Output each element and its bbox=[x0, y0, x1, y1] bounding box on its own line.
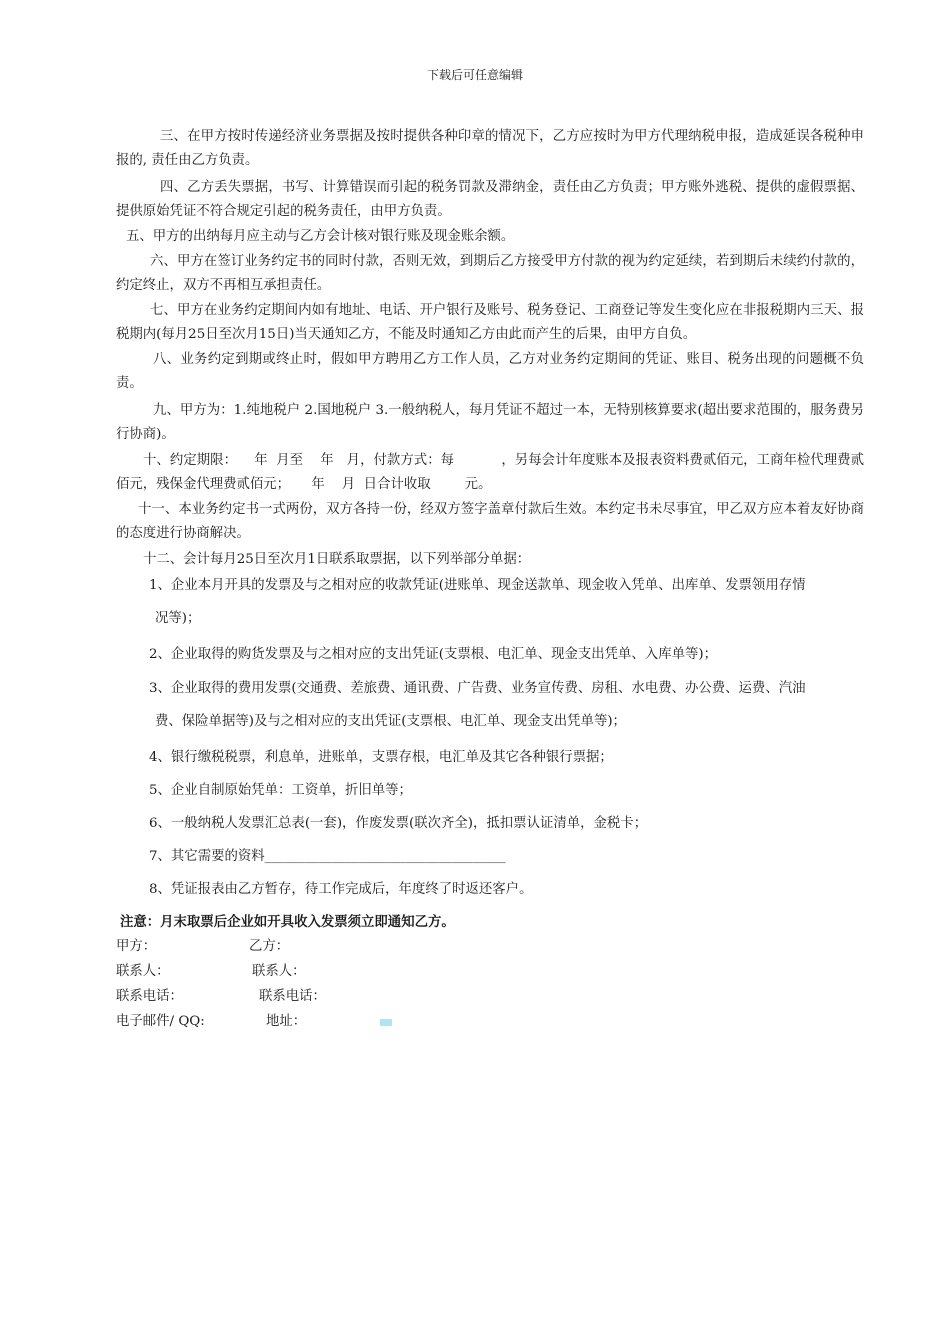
clause-3: 三、在甲方按时传递经济业务票据及按时提供各种印章的情况下，乙方应按时为甲方代理纳税申报，造成延误各税种申报的, 责任由乙方负责。 bbox=[116, 129, 864, 168]
party-b-label: 乙方： bbox=[249, 939, 290, 954]
list-item-line: 3、企业取得的费用发票(交通费、差旅费、通讯费、广告费、业务宣传费、房租、水电费、办公费、运费、汽油 bbox=[149, 681, 806, 696]
highlight-mark bbox=[380, 1019, 392, 1026]
clause-11: 十一、本业务约定书一式两份，双方各持一份，经双方签字盖章付款后生效。本约定书未尽事宜，甲乙双方应本着友好协商的态度进行协商解决。 bbox=[116, 502, 864, 541]
party-a-contact-label: 联系人： bbox=[116, 964, 170, 979]
party-a-label: 甲方： bbox=[116, 939, 157, 954]
list-item-line: 5、企业自制原始凭单：工资单，折旧单等； bbox=[149, 783, 412, 798]
list-item-line-continued: 况等)； bbox=[155, 611, 201, 626]
clause-7: 七、甲方在业务约定期间内如有地址、电话、开户银行及账号、税务登记、工商登记等发生变化应在非报税期内三天、报税期内(每月25日至次月15日)当天通知乙方，不能及时通知乙方由此而产生的后果，由甲方自负。 bbox=[116, 303, 864, 342]
list-item bbox=[149, 574, 864, 631]
list-item-line: 7、其它需要的资料____________________________________ bbox=[149, 849, 506, 864]
party-b-address-label: 地址： bbox=[266, 1014, 307, 1029]
clause-8: 八、业务约定到期或终止时，假如甲方聘用乙方工作人员，乙方对业务约定期间的凭证、账目、税务出现的问题概不负责。 bbox=[116, 352, 864, 391]
party-a-email-label: 电子邮件/ QQ: bbox=[116, 1014, 205, 1029]
list-item bbox=[149, 643, 864, 667]
list-item bbox=[149, 746, 864, 770]
list-item-line: 1、企业本月开具的发票及与之相对应的收款凭证(进账单、现金送款单、现金收入凭单、出库单、发票领用存情 bbox=[149, 578, 806, 593]
clause-4: 四、乙方丢失票据，书写、计算错误而引起的税务罚款及滞纳金，责任由乙方负责；甲方账外逃税、提供的虚假票据、提供原始凭证不符合规定引起的税务责任，由甲方负责。 bbox=[116, 180, 864, 219]
party-a-phone-label: 联系电话： bbox=[116, 989, 183, 1004]
clause-9: 九、甲方为：1.纯地税户 2.国地税户 3.一般纳税人，每月凭证不超过一本，无特别核算要求(超出要求范围的，服务费另行协商)。 bbox=[116, 403, 864, 442]
party-b-phone-label: 联系电话： bbox=[259, 989, 326, 1004]
list-item bbox=[149, 845, 864, 869]
notice-text: 注意：月末取票后企业如开具收入发票须立即通知乙方。 bbox=[120, 914, 455, 930]
clause-12: 十二、会计每月25日至次月1日联系取票据，以下列举部分单据： bbox=[143, 552, 531, 567]
party-b-contact-label: 联系人： bbox=[252, 964, 306, 979]
list-item bbox=[149, 677, 864, 734]
clause-5: 五、甲方的出纳每月应主动与乙方会计核对银行账及现金账余额。 bbox=[126, 229, 515, 244]
clause-10: 十、约定期限： 年 月至 年 月，付款方式：每 ，另每会计年度账本及报表资料费贰佰元，工商年检代理费贰佰元，残保金代理费贰佰元； 年 月 日合计收取 元。 bbox=[116, 453, 864, 492]
list-item-line: 4、银行缴税税票，利息单，进账单，支票存根，电汇单及其它各种银行票据； bbox=[149, 750, 613, 765]
list-item-line: 6、一般纳税人发票汇总表(一套)，作废发票(联次齐全)，抵扣票认证清单，金税卡； bbox=[149, 816, 648, 831]
clause-6: 六、甲方在签订业务约定书的同时付款，否则无效，到期后乙方接受甲方付款的视为约定延续，若到期后未续约付款的，约定终止，双方不再相互承担责任。 bbox=[116, 254, 864, 293]
list-item bbox=[149, 812, 864, 836]
list-item-line: 2、企业取得的购货发票及与之相对应的支出凭证(支票根、电汇单、现金支出凭单、入库单等)； bbox=[149, 647, 717, 662]
list-item bbox=[149, 878, 864, 902]
page-header: 下载后可任意编辑 bbox=[426, 68, 523, 82]
list-item-line-continued: 费、保险单据等)及与之相对应的支出凭证(支票根、电汇单、现金支出凭单等)； bbox=[155, 714, 626, 729]
list-item bbox=[149, 779, 864, 803]
list-item-line: 8、凭证报表由乙方暂存，待工作完成后，年度终了时返还客户。 bbox=[149, 882, 533, 897]
